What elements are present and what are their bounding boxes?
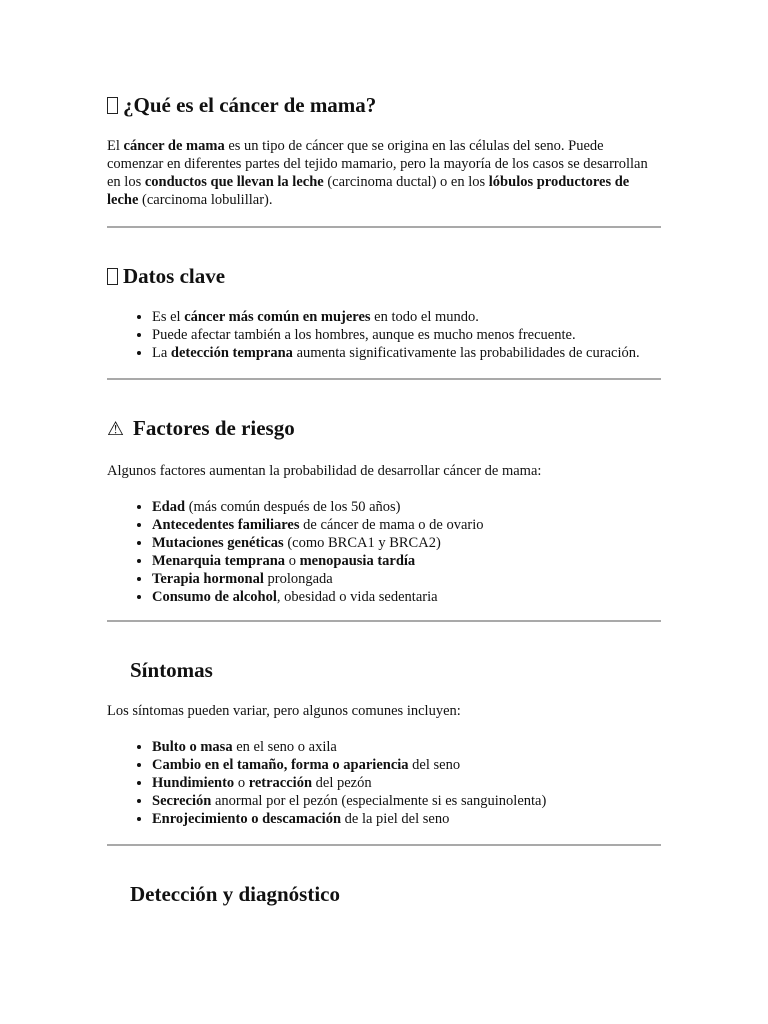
section-divider	[107, 226, 661, 228]
warning-icon: ⚠	[107, 419, 125, 440]
list-item	[152, 588, 663, 606]
symptoms-intro: Los síntomas pueden variar, pero algunos comunes incluyen:	[107, 703, 461, 719]
symptoms-list	[107, 738, 663, 828]
list-item	[152, 344, 663, 362]
list-item	[152, 498, 663, 516]
section-key-facts	[107, 263, 663, 362]
section-divider	[107, 844, 661, 846]
text-run: en todo el mundo.	[370, 309, 479, 325]
section-what-is	[107, 92, 663, 209]
list-item	[152, 516, 663, 534]
bold-text: conductos que llevan la leche	[144, 174, 324, 190]
text-run: del pezón	[312, 775, 372, 791]
risk-factors-list	[107, 498, 663, 606]
text-run: (como BRCA1 y BRCA2)	[283, 535, 441, 551]
heading-text: Datos clave	[123, 264, 226, 288]
list-item	[152, 570, 663, 588]
list-item	[152, 756, 663, 774]
section-divider	[107, 378, 661, 380]
text-run: o	[234, 775, 249, 791]
heading-text: ¿Qué es el cáncer de mama?	[123, 93, 377, 117]
bold-text: Consumo de alcohol	[152, 589, 277, 605]
text-run: , obesidad o vida sedentaria	[276, 589, 438, 605]
list-item	[152, 326, 663, 344]
list-item	[152, 774, 663, 792]
section-risk-factors	[107, 415, 663, 606]
section-symptoms	[107, 657, 663, 828]
list-item	[152, 534, 663, 552]
section-detection	[107, 881, 663, 907]
list-item	[152, 810, 663, 828]
bold-text: Menarquia temprana	[152, 553, 286, 569]
section-heading	[107, 415, 663, 443]
text-run: de la piel del seno	[341, 811, 450, 827]
section-heading	[107, 657, 663, 683]
text-run: del seno	[408, 757, 461, 773]
section-heading	[107, 881, 663, 907]
list-item	[152, 308, 663, 326]
text-run: prolongada	[263, 571, 333, 587]
list-item	[152, 738, 663, 756]
section-divider	[107, 620, 661, 622]
heading-text: Síntomas	[130, 658, 213, 682]
text-run: (más común después de los 50 años)	[185, 499, 401, 515]
list-item	[152, 792, 663, 810]
bold-text: Enrojecimiento o descamación	[152, 811, 342, 827]
text-run: Es el	[152, 309, 185, 325]
missing-glyph-icon	[107, 268, 118, 285]
section-heading	[107, 92, 663, 118]
heading-text: Detección y diagnóstico	[130, 882, 340, 906]
bold-text: lóbulos productores de leche	[107, 174, 630, 208]
intro-paragraph	[107, 137, 663, 209]
bold-text: Secreción	[152, 793, 212, 809]
bold-text: Edad	[152, 499, 186, 515]
key-facts-list	[107, 308, 663, 362]
text-run: en el seno o axila	[232, 739, 337, 755]
bold-text: Bulto o masa	[152, 739, 233, 755]
text-run: (carcinoma lobulillar).	[138, 192, 273, 208]
section-heading	[107, 263, 663, 289]
bold-text: Mutaciones genéticas	[152, 535, 284, 551]
bold-text: menopausia tardía	[299, 553, 416, 569]
bold-text: Antecedentes familiares	[152, 517, 300, 533]
bold-text: Hundimiento	[152, 775, 235, 791]
bold-text: cáncer más común en mujeres	[184, 309, 371, 325]
list-item	[152, 552, 663, 570]
missing-glyph-icon	[107, 97, 118, 114]
text-run: Puede afectar también a los hombres, aunque es mucho menos frecuente.	[152, 327, 576, 343]
text-run: La	[152, 345, 171, 361]
bold-text: retracción	[248, 775, 313, 791]
bold-text: detección temprana	[170, 345, 293, 361]
risk-factors-intro: Algunos factores aumentan la probabilidad de desarrollar cáncer de mama:	[107, 463, 542, 479]
text-run: es un tipo de cáncer que se origina en las células del seno. Puede comenzar en diferentes partes del tejido mamario, pero la mayoría de los casos se desarrollan en los	[107, 138, 648, 190]
text-run: aumenta significativamente las probabilidades de curación.	[292, 345, 640, 361]
heading-text: Factores de riesgo	[133, 416, 295, 440]
text-run: anormal por el pezón (especialmente si es sanguinolenta)	[211, 793, 547, 809]
text-run: o	[285, 553, 300, 569]
text-run: El	[107, 138, 124, 154]
text-run: de cáncer de mama o de ovario	[299, 517, 484, 533]
bold-text: Cambio en el tamaño, forma o apariencia	[152, 757, 409, 773]
bold-text: cáncer de mama	[123, 138, 225, 154]
text-run: (carcinoma ductal) o en los	[323, 174, 489, 190]
bold-text: Terapia hormonal	[152, 571, 264, 587]
